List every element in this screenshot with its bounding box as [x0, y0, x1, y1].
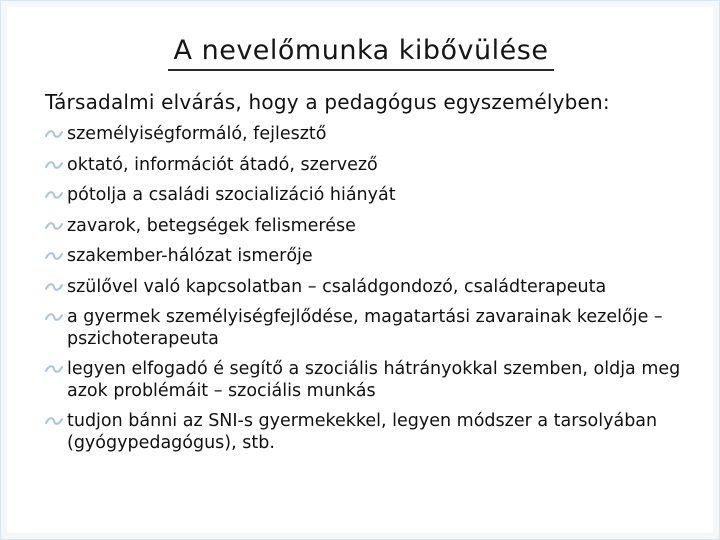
list-item-label: a gyermek személyiségfejlődése, magatartási zavarainak kezelője – pszichoterapeuta	[67, 307, 663, 349]
list-item	[45, 302, 695, 354]
list-item	[45, 180, 695, 211]
list-item-label: tudjon bánni az SNI-s gyermekekkel, legyen módszer a tarsolyában (gyógypedagógus), stb.	[67, 411, 658, 453]
swirl-bullet-icon	[45, 129, 63, 140]
list-item-label: zavarok, betegségek felismerése	[67, 215, 356, 236]
list-item	[45, 241, 695, 272]
list-item-label: legyen elfogadó é segítő a szociális hátrányokkal szemben, oldja meg azok problémáit – szociális munkás	[67, 359, 681, 401]
slide-content	[45, 87, 695, 458]
swirl-bullet-icon	[45, 364, 63, 375]
swirl-bullet-icon	[45, 312, 63, 323]
list-item	[45, 406, 695, 458]
list-item-label: pótolja a családi szocializáció hiányát	[67, 185, 396, 205]
list-item-label: szakember-hálózat ismerője	[67, 246, 313, 266]
list-item	[45, 150, 695, 181]
list-item	[45, 211, 695, 242]
list-item-label: személyiségformáló, fejlesztő	[67, 124, 327, 144]
intro-text: Társadalmi elvárás, hogy a pedagógus egyszemélyben:	[45, 90, 610, 114]
list-item	[45, 272, 695, 303]
swirl-bullet-icon	[45, 160, 63, 171]
swirl-bullet-icon	[45, 416, 63, 427]
swirl-bullet-icon	[45, 190, 63, 201]
list-item	[45, 119, 695, 150]
list-item-label: oktató, információt átadó, szervező	[67, 154, 378, 175]
list-item	[45, 354, 695, 406]
swirl-bullet-icon	[45, 282, 63, 293]
slide-title: A nevelőmunka kibővülése	[168, 35, 555, 71]
bullet-list	[45, 119, 695, 458]
swirl-bullet-icon	[45, 221, 63, 232]
title-area	[1, 35, 720, 71]
swirl-bullet-icon	[45, 251, 63, 262]
list-item-label: szülővel való kapcsolatban – családgondozó, családterapeuta	[67, 276, 607, 297]
